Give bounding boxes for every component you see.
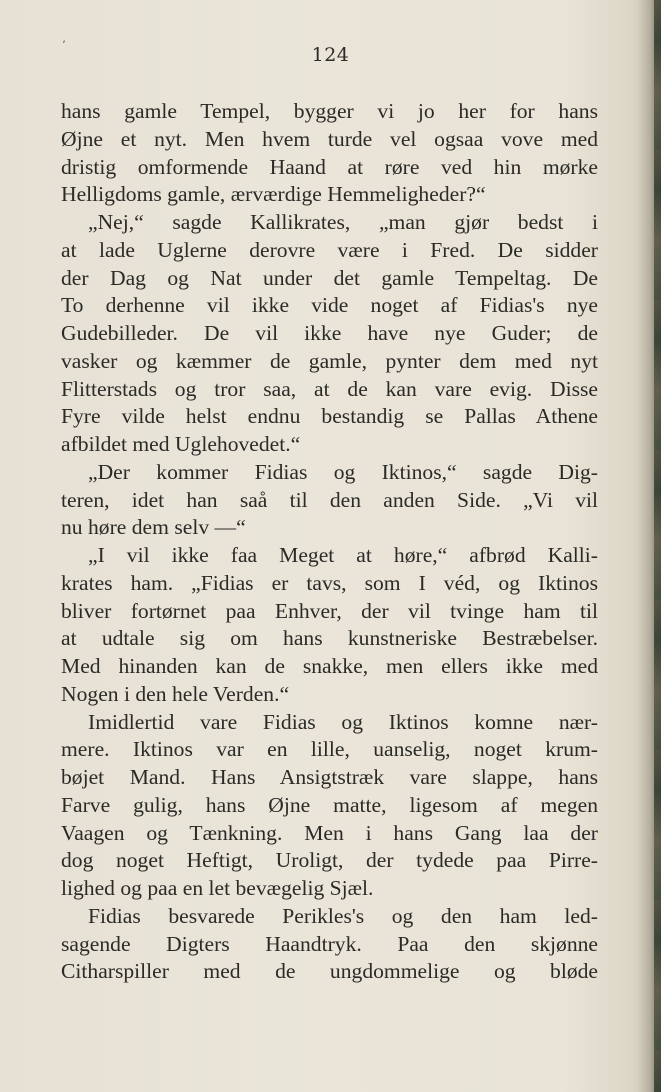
text-line: Øjne et nyt. Men hvem turde vel ogsaa vove med	[61, 126, 598, 151]
text-line: Nogen i den hele Verden.“	[61, 681, 290, 706]
text-line: Flitterstads og tror saa, at de kan vare evig. Disse	[61, 376, 598, 401]
body-text	[61, 98, 598, 986]
text-line: Citharspiller med de ungdommelige og bløde	[61, 959, 598, 984]
text-line: dristig omformende Haand at røre ved hin mørke	[61, 154, 598, 179]
binding-edge	[654, 0, 661, 1092]
text-line: Fidias besvarede Perikles's og den ham led-	[88, 903, 598, 928]
text-line: at udtale sig om hans kunstneriske Bestræbelser.	[61, 626, 598, 651]
text-line: „Der kommer Fidias og Iktinos,“ sagde Dig-	[88, 459, 598, 484]
text-line: Fyre vilde helst endnu bestandig se Pallas Athene	[61, 404, 598, 429]
text-line: dog noget Heftigt, Uroligt, der tydede paa Pirre-	[61, 848, 598, 873]
text-line: der Dag og Nat under det gamle Tempeltag. De	[61, 265, 598, 290]
text-line: nu høre dem selv —“	[61, 515, 246, 540]
text-line: at lade Uglerne derovre være i Fred. De sidder	[61, 237, 598, 262]
text-line: Imidlertid vare Fidias og Iktinos komne nær-	[88, 709, 598, 734]
text-line: teren, idet han saå til den anden Side. „Vi vil	[61, 487, 598, 512]
text-line: krates ham. „Fidias er tavs, som I véd, og Iktinos	[61, 570, 598, 595]
text-line: „I vil ikke faa Meget at høre,“ afbrød Kalli-	[88, 543, 598, 567]
text-line: vasker og kæmmer de gamle, pynter dem med nyt	[61, 348, 598, 373]
text-line: lighed og paa en let bevægelig Sjæl.	[61, 876, 374, 900]
text-line: bliver fortørnet paa Enhver, der vil tvinge ham til	[61, 598, 598, 623]
text-line: Helligdoms gamle, ærværdige Hemmeligheder?“	[61, 182, 486, 207]
text-line: mere. Iktinos var en lille, uanselig, noget krum-	[61, 737, 598, 762]
page-number: 124	[311, 44, 350, 66]
text-line: afbildet med Uglehovedet.“	[61, 432, 301, 456]
text-line: Gudebilleder. De vil ikke have nye Guder; de	[61, 321, 598, 345]
text-line: bøjet Mand. Hans Ansigtstræk vare slappe, hans	[61, 765, 598, 789]
text-line: sagende Digters Haandtryk. Paa den skjønne	[61, 931, 598, 956]
text-line: Vaagen og Tænkning. Men i hans Gang laa der	[61, 820, 598, 845]
text-line: hans gamle Tempel, bygger vi jo her for hans	[61, 99, 598, 123]
ink-speck: ʼ	[62, 40, 66, 51]
text-line: To derhenne vil ikke vide noget af Fidias's nye	[61, 293, 598, 318]
text-line: Farve gulig, hans Øjne matte, ligesom af megen	[61, 792, 598, 817]
text-line: Med hinanden kan de snakke, men ellers ikke med	[61, 654, 598, 678]
text-line: „Nej,“ sagde Kallikrates, „man gjør bedst i	[88, 210, 598, 234]
